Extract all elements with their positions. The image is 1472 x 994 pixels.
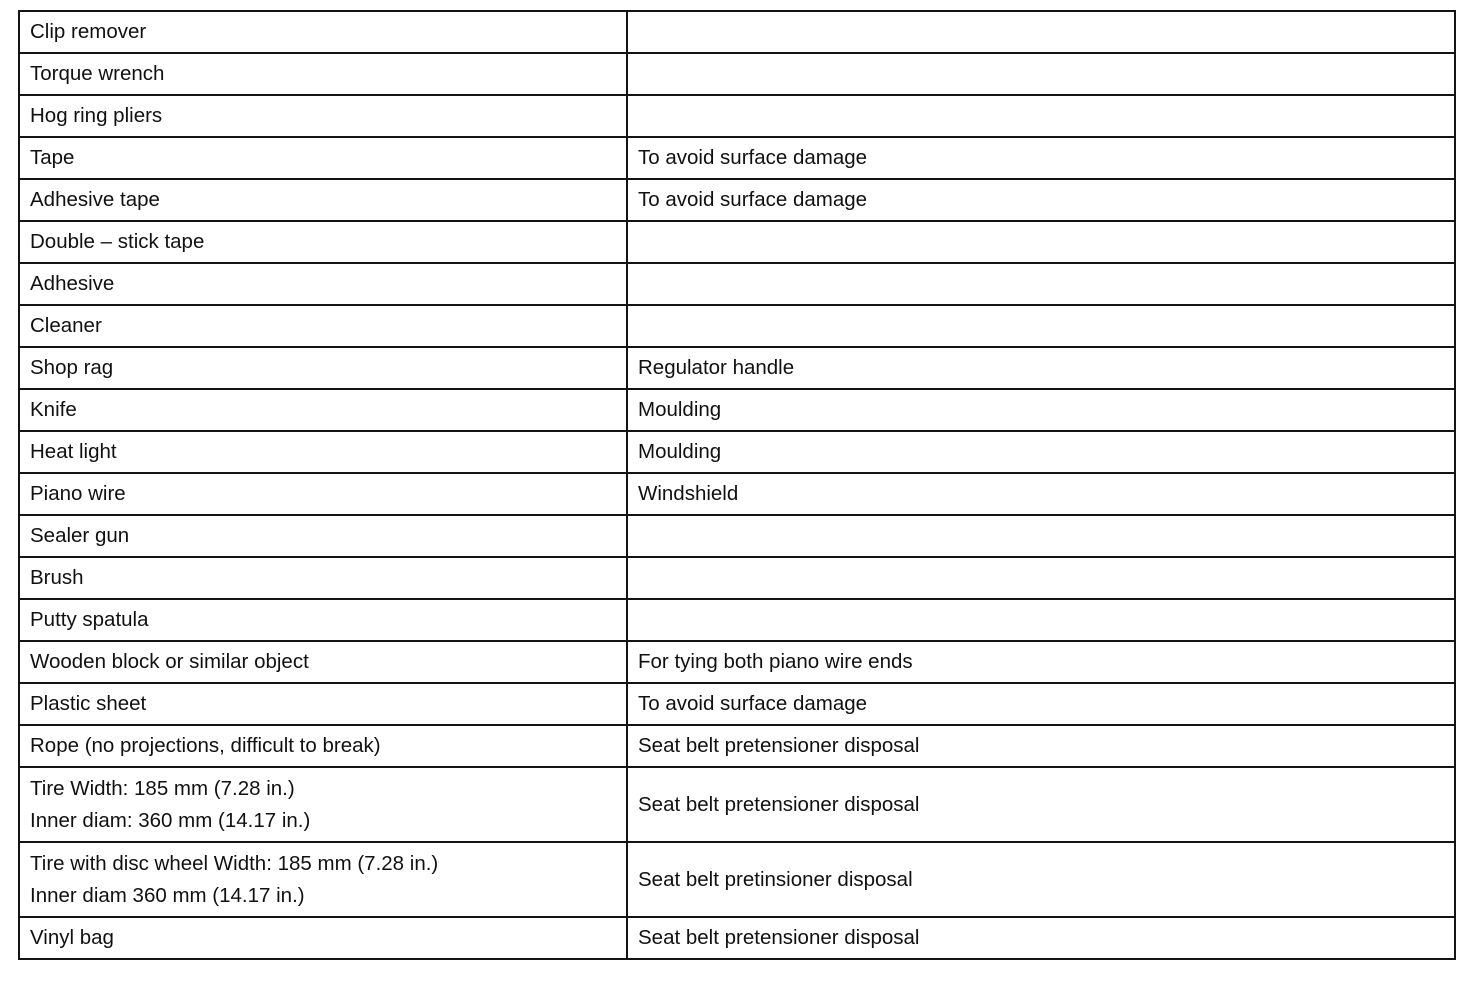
tool-cell [19, 137, 627, 179]
tool-name: Sealer gun [30, 524, 130, 547]
table-row [19, 53, 1455, 95]
note-cell [627, 347, 1455, 389]
table-row [19, 137, 1455, 179]
note-cell [627, 389, 1455, 431]
tool-note: Seat belt pretensioner disposal [638, 792, 920, 816]
tool-note: Seat belt pretensioner disposal [638, 926, 920, 949]
tool-note: For tying both piano wire ends [638, 650, 913, 673]
note-cell [627, 179, 1455, 221]
tool-note: To avoid surface damage [638, 188, 868, 211]
tool-name: Inner diam 360 mm (14.17 in.) [30, 883, 305, 907]
tool-name: Vinyl bag [30, 926, 114, 949]
tool-cell [19, 473, 627, 515]
table-row [19, 641, 1455, 683]
tool-name: Knife [30, 398, 77, 421]
tool-note: Seat belt pretinsioner disposal [638, 867, 913, 891]
tool-note: Windshield [638, 482, 739, 505]
table-row [19, 11, 1455, 53]
note-cell [627, 599, 1455, 641]
note-cell [627, 431, 1455, 473]
table-row [19, 683, 1455, 725]
tools-table [18, 10, 1456, 960]
note-cell [627, 137, 1455, 179]
note-cell [627, 557, 1455, 599]
table-row [19, 842, 1455, 917]
note-cell [627, 95, 1455, 137]
tool-name: Wooden block or similar object [30, 650, 309, 673]
tool-name: Adhesive tape [30, 188, 160, 211]
tool-note: Moulding [638, 440, 722, 463]
note-cell [627, 683, 1455, 725]
table-row [19, 389, 1455, 431]
tool-name: Torque wrench [30, 62, 165, 85]
tool-name: Double – stick tape [30, 230, 205, 253]
table-row [19, 725, 1455, 767]
table-row [19, 767, 1455, 842]
tool-name: Brush [30, 566, 84, 589]
tool-cell [19, 221, 627, 263]
tool-cell [19, 767, 627, 842]
tool-cell [19, 917, 627, 959]
tool-note: Moulding [638, 398, 722, 421]
tool-name: Rope (no projections, difficult to break) [30, 734, 381, 757]
tool-note: To avoid surface damage [638, 146, 868, 169]
table-row [19, 305, 1455, 347]
tool-cell [19, 515, 627, 557]
tool-cell [19, 431, 627, 473]
tool-cell [19, 599, 627, 641]
tool-name: Shop rag [30, 356, 114, 379]
tool-name: Putty spatula [30, 608, 149, 631]
tool-cell [19, 683, 627, 725]
tool-note: To avoid surface damage [638, 692, 868, 715]
tool-name: Inner diam: 360 mm (14.17 in.) [30, 808, 311, 832]
tool-note: Regulator handle [638, 356, 795, 379]
tool-name: Hog ring pliers [30, 104, 163, 127]
tool-name: Adhesive [30, 272, 115, 295]
tool-name: Heat light [30, 440, 117, 463]
tool-name: Tire with disc wheel Width: 185 mm (7.28 in.) [30, 851, 439, 875]
note-cell [627, 515, 1455, 557]
table-row [19, 263, 1455, 305]
table-row [19, 515, 1455, 557]
tool-cell [19, 95, 627, 137]
tool-cell [19, 263, 627, 305]
document-page [18, 10, 1454, 960]
note-cell [627, 53, 1455, 95]
note-cell [627, 641, 1455, 683]
tool-cell [19, 641, 627, 683]
tool-name: Piano wire [30, 482, 126, 505]
note-cell [627, 917, 1455, 959]
tool-name: Plastic sheet [30, 692, 147, 715]
note-cell [627, 263, 1455, 305]
tools-table-body [19, 11, 1455, 959]
note-cell [627, 767, 1455, 842]
table-row [19, 347, 1455, 389]
note-cell [627, 842, 1455, 917]
tool-cell [19, 179, 627, 221]
table-row [19, 95, 1455, 137]
note-cell [627, 11, 1455, 53]
tool-note: Seat belt pretensioner disposal [638, 734, 920, 757]
note-cell [627, 221, 1455, 263]
tool-name: Cleaner [30, 314, 102, 337]
note-cell [627, 725, 1455, 767]
tool-name: Tire Width: 185 mm (7.28 in.) [30, 776, 295, 800]
tool-name: Tape [30, 146, 75, 169]
table-row [19, 599, 1455, 641]
tool-cell [19, 725, 627, 767]
table-row [19, 917, 1455, 959]
table-row [19, 557, 1455, 599]
note-cell [627, 473, 1455, 515]
tool-cell [19, 389, 627, 431]
tool-name: Clip remover [30, 20, 147, 43]
table-row [19, 179, 1455, 221]
tool-cell [19, 347, 627, 389]
table-row [19, 473, 1455, 515]
note-cell [627, 305, 1455, 347]
tool-cell [19, 557, 627, 599]
tool-cell [19, 842, 627, 917]
table-row [19, 221, 1455, 263]
table-row [19, 431, 1455, 473]
tool-cell [19, 53, 627, 95]
tool-cell [19, 305, 627, 347]
tool-cell [19, 11, 627, 53]
